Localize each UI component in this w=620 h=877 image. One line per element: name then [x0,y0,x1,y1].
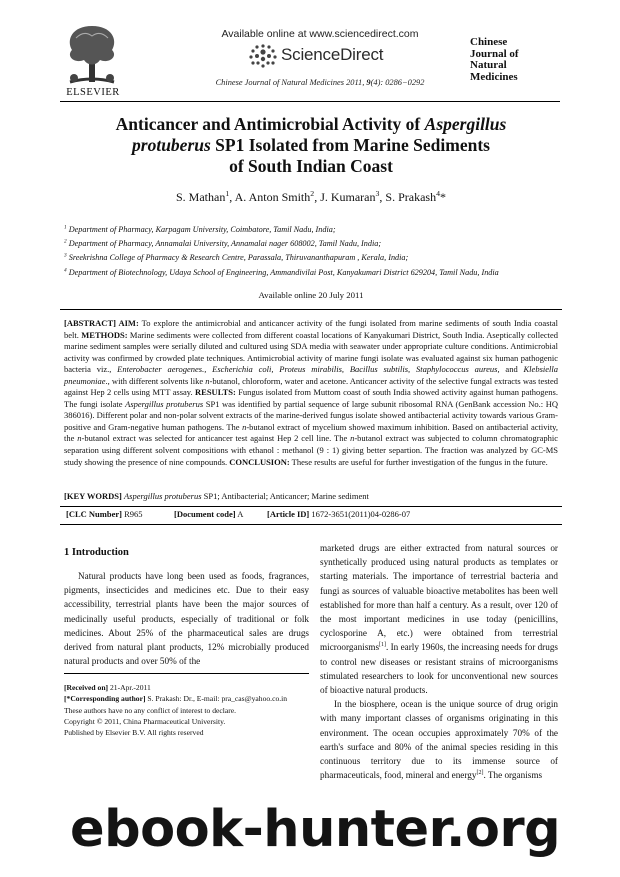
metadata-rule [60,524,562,525]
available-online-date: Available online 20 July 2011 [258,290,364,300]
sciencedirect-dots-icon [243,42,283,70]
keywords-label: [KEY WORDS] [64,491,122,501]
journal-name-line: Natural [470,59,507,71]
intro-paragraph: In the biosphere, ocean is the unique source of drug origin with many important classes of organisms originating in this environment. The ocean occupies approximately 70% of the earth's surface and 80% of the animal species residing in this continuous territory due to its immense source of pharmaceuticals, food, mineral and energy[2]. The organisms [320,699,558,781]
journal-name-line: Chinese [470,36,508,48]
footnotes [64,682,309,738]
affiliation-2: $^2$ Department of Pharmacy, Annamalai University, Annamalai nager 608002, Tamil Nadu, India; [64,238,382,249]
affiliation-4: $^4$ Department of Biotechnology, Udaya School of Engineering, Ammandivilai Post, Kanyakumari District 629204, Tamil Nadu, India [64,266,499,277]
affiliation-3: $^3$ Sreekrishna College of Pharmacy & Research Centre, Parassala, Thiruvananthapuram , Kerala, India; [64,252,409,263]
article-id: [Article ID] 1672-3651(2011)04-0286-07 [267,509,411,519]
watermark-text: ebook-hunter.org [70,800,561,859]
abstract-top-rule [60,309,562,310]
affiliation-1: $^1$ Department of Pharmacy, Karpagam University, Coimbatore, Tamil Nadu, India; [64,224,336,234]
available-online-notice: Available online at www.sciencedirect.com [221,28,419,40]
conflict-statement: These authors have no any conflict of interest to declare. [64,705,237,715]
abstract-bottom-rule [60,506,562,507]
journal-name-line: Journal of [470,47,519,60]
clc-number: [CLC Number] R965 [66,509,143,519]
sciencedirect-wordmark: ScienceDirect [281,45,384,64]
abstract: [ABSTRACT] AIM: To explore the antimicrobial and anticancer activity of the fungi isolated from marine sediments of south India coastal belt. METHODS: Marine sediments were collected from different coastal locations of Kanyakumari District, South India. Aseptically collected marine sediment samples were serially diluted and cultured using SDA media with seawater under appropriate culture conditions. Antimicrobial activity was confirmed by crowded plate techniques. Antimicrobial activity of marine fungi isolate was evaluated against six human pathogenic bacteria viz., Enterobacter aerogenes., Escherichia coli, Proteus mirabilis, Bacillus subtilis, Staphylococcus aureus, and Klebsiella pneumoniae., with different solvents like n-butanol, chloroform, water and acetone. Anticancer activity of the selective fungal extracts was tested against Hep 2 cells using MTT assay. RESULTS: Fungus isolated from Muttom coast of south India showed activity against human pathogens. The fungi isolate Aspergillus protuberus SP1 was identified by partial sequence of large subunit ribosomal RNA (GenBank accession No.: HQ 386016). Different polar and non-polar solvent extracts of the marine-derived fungus isolate showed antibacterial activity towards various Gram-positive and Gram-negative human pathogens. The n-butanol extract of mycelium showed maximum inhibition. Based on antibacterial activity, the n-butanol extract was selected for anticancer test against Hep 2 cell line. The n-butanol extract was subjected to column chromatographic separation using different solvent compositions with ethanol : methanol (9 : 1) giving better separtion. The fraction was analyzed by GC-MS study showing the presence of nine compounds. CONCLUSION: These results are useful for further investigation of the fungus in the future. [64,318,559,467]
section-heading: 1 Introduction [64,547,129,558]
header-divider [60,101,560,102]
corresponding-author: [*Corresponding author] S. Prakash: Dr., E-mail: pra_cas@yahoo.co.in [64,694,288,704]
sciencedirect-logo [243,42,413,70]
copyright-notice: Copyright © 2011, China Pharmaceutical University. [64,716,226,726]
author-list: S. Mathan$^1$, A. Anton Smith$^2$, J. Kumaran$^3$, S. Prakash$^4$* [176,189,446,204]
journal-name-box [470,37,550,97]
publisher-notice: Published by Elsevier B.V. All rights reserved [64,728,204,738]
document-code: [Document code] A [174,509,244,519]
intro-left-column: Natural products have long been used as foods, fragrances, pigments, insecticides and medicines etc. Due to their easy accessibility, terrestrial plants have been the major sources of medicinally useful products, especially of traditional or folk medicines. About 25% of the pharmaceutical sales are drugs derived from natural plant products, 12% microbially produced natural products and over 50% of the [64,571,309,667]
article-title: Anticancer and Antimicrobial Activity of Aspergillus protuberus SP1 Isolated from Marine Sediments of South Indian Coast [115,114,507,176]
elsevier-tree-logo-icon [62,20,122,90]
affiliations [64,223,564,280]
footnote-rule [64,673,309,674]
publisher-name: ELSEVIER [66,87,120,98]
keywords: [KEY WORDS] Aspergillus protuberus SP1; Antibacterial; Anticancer; Marine sediment [64,491,369,501]
intro-paragraph: marketed drugs are either extracted from natural sources or synthetically produced using natural products as templates or starting materials. The importance of terrestrial bacteria and fungi as sources of valuable bioactive metabolites has been well established for more than half a century. As a result, over 120 of the most important medicines in use today (penicillins, cyclosporine A, etc.) were obtained from terrestrial microorganisms[1]. In early 1960s, the increasing needs for drugs to control new diseases or resistant strains of microorganisms stimulated researchers to look for unconventional new sources of bioactive natural products. [320,543,558,696]
journal-name-line: Medicines [470,70,518,83]
journal-citation: Chinese Journal of Natural Medicines 2011, 9(4): 0286−0292 [215,78,425,87]
received-date: [Received on] 21-Apr.-2011 [64,683,151,692]
intro-right-column [320,541,558,782]
